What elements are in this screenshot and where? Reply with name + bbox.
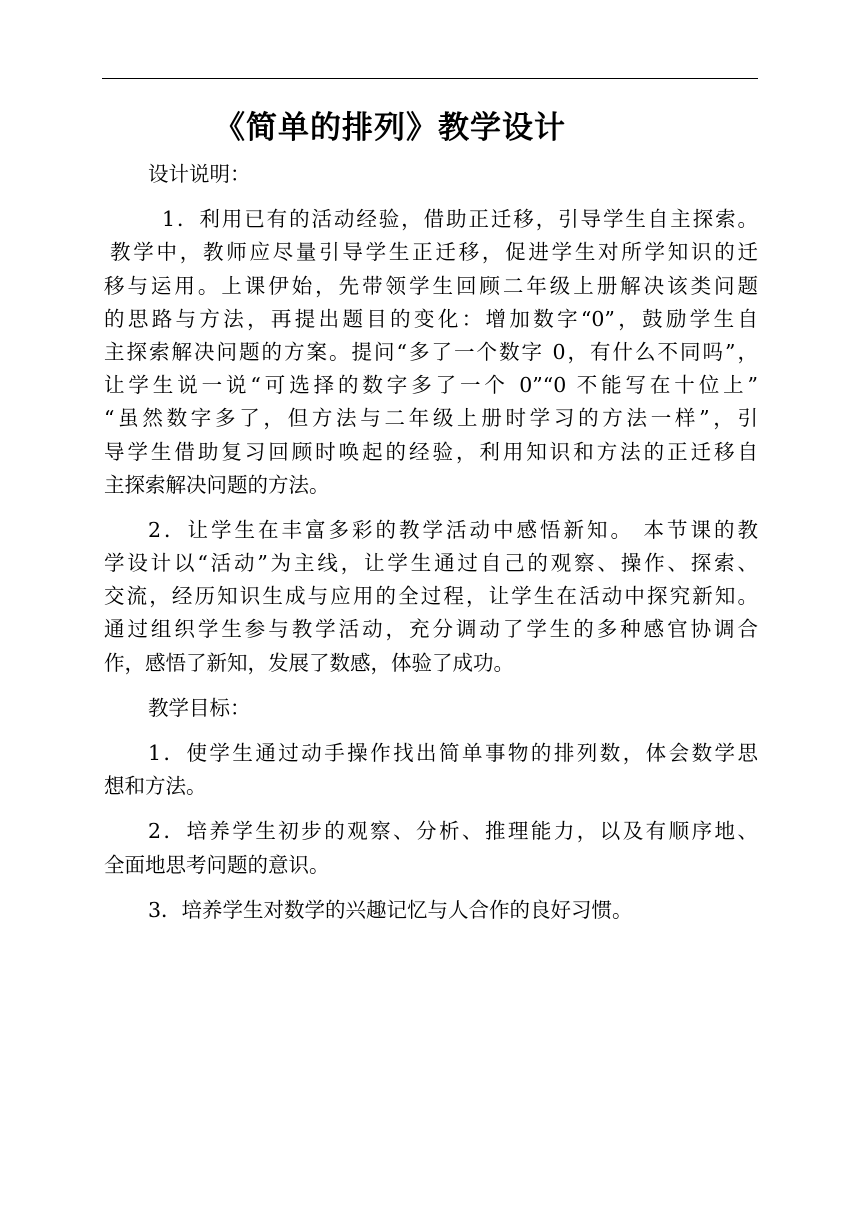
paragraph-line: 交流，经历知识生成与应用的全过程，让学生在活动中探究新知。 (104, 584, 758, 609)
paragraph-line: 让学生说一说“可选择的数字多了一个 0”“0 不能写在十位上” (104, 373, 758, 398)
document-body (104, 158, 758, 927)
paragraph-goal-2 (104, 815, 758, 881)
paragraph-line: 移与运用。上课伊始，先带领学生回顾二年级上册解决该类问题 (104, 273, 758, 298)
paragraph-goal-1 (104, 737, 758, 803)
section-heading-teaching-goals: 教学目标： (148, 695, 251, 720)
header-rule (102, 78, 758, 79)
paragraph-line: 主探索解决问题的方案。提问“多了一个数字 0，有什么不同吗”， (104, 339, 758, 364)
paragraph-line: 2．让学生在丰富多彩的教学活动中感悟新知。 本节课的教 (148, 517, 758, 542)
paragraph-line: 通过组织学生参与教学活动，充分调动了学生的多种感官协调合 (104, 617, 758, 642)
paragraph-line: 想和方法。 (104, 774, 207, 799)
paragraph-line: 学设计以“活动”为主线，让学生通过自己的观察、操作、探索、 (104, 551, 758, 576)
section-heading-design-notes: 设计说明： (148, 162, 251, 186)
paragraph-line: 全面地思考问题的意识。 (104, 852, 330, 877)
paragraph-line: 1．利用已有的活动经验，借助正迁移，引导学生自主探索。 (162, 207, 758, 232)
paragraph-line: “虽然数字多了，但方法与二年级上册时学习的方法一样”，引 (104, 406, 758, 431)
paragraph-line: 教学中，教师应尽量引导学生正迁移，促进学生对所学知识的迁 (110, 240, 758, 265)
paragraph-line: 的思路与方法，再提出题目的变化：增加数字“0”，鼓励学生自 (104, 306, 758, 331)
paragraph-line: 1．使学生通过动手操作找出简单事物的排列数，体会数学思 (148, 741, 758, 765)
paragraph-design-note-2 (104, 514, 758, 680)
paragraph-design-note-1 (104, 203, 758, 502)
paragraph-line: 3．培养学生对数学的兴趣记忆与人合作的良好习惯。 (148, 897, 633, 922)
paragraph-line: 作，感悟了新知，发展了数感，体验了成功。 (104, 650, 514, 675)
paragraph-line: 主探索解决问题的方法。 (104, 472, 330, 497)
document-title: 《简单的排列》教学设计 (214, 110, 566, 146)
paragraph-goal-3 (104, 894, 758, 927)
paragraph-line: 2．培养学生初步的观察、分析、推理能力，以及有顺序地、 (148, 819, 758, 844)
paragraph-line: 导学生借助复习回顾时唤起的经验，利用知识和方法的正迁移自 (104, 439, 758, 464)
